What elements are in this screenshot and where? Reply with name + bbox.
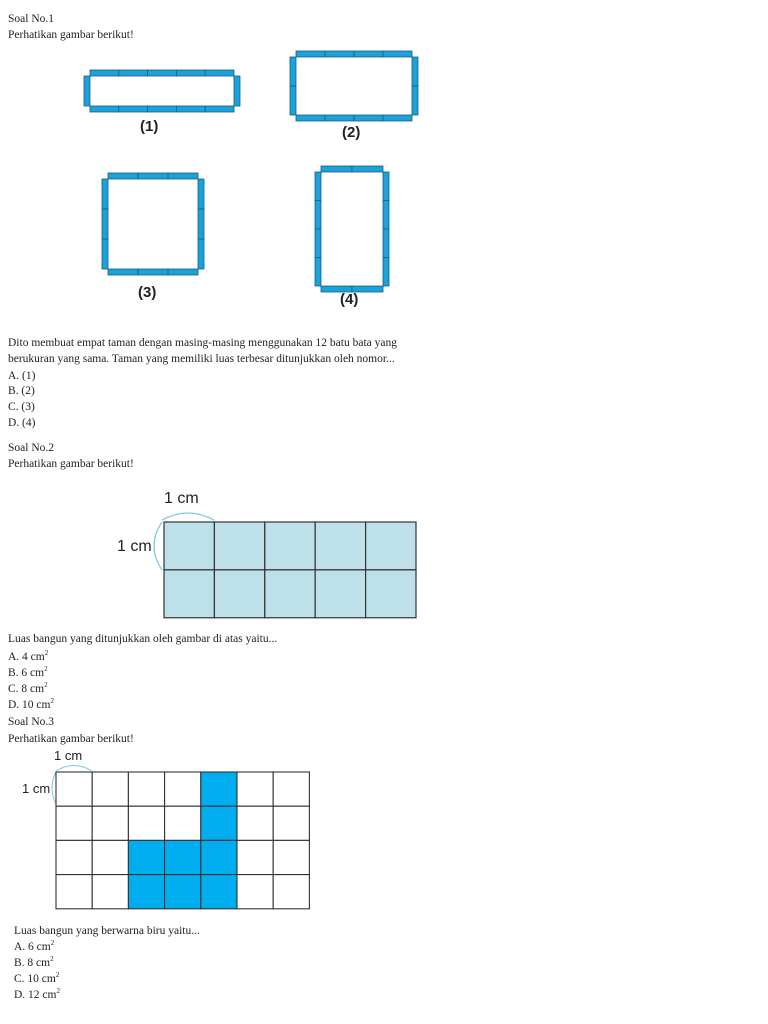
grid-cell	[273, 772, 309, 806]
grid-cell	[237, 772, 273, 806]
q1-question-line1: Dito membuat empat taman dengan masing-masing menggunakan 12 batu bata yang	[8, 337, 397, 349]
q3-title: Soal No.3	[8, 716, 54, 728]
grid-cell	[92, 875, 128, 909]
shaded-cell	[201, 875, 237, 909]
q3-option-b: B. 8 $cm^2$	[14, 955, 54, 969]
q3-option-a: A. 6 $cm^2$	[14, 939, 55, 953]
q1-question-line2: berukuran yang sama. Taman yang memiliki luas terbesar ditunjukkan oleh nomor...	[8, 353, 395, 365]
grid-cell	[273, 840, 309, 874]
shaded-cell	[165, 840, 201, 874]
grid-cell	[56, 840, 92, 874]
figure-label-1: (1)	[140, 118, 159, 135]
figure-label-3: (3)	[138, 284, 157, 301]
grid-cell	[92, 772, 128, 806]
q1-title: Soal No.1	[8, 13, 54, 25]
q2-question: Luas bangun yang ditunjukkan oleh gambar di atas yaitu...	[8, 633, 278, 645]
grid-cell	[273, 875, 309, 909]
grid-cell	[56, 875, 92, 909]
grid-cell	[165, 806, 201, 840]
q1-instruction: Perhatikan gambar berikut!	[8, 29, 134, 41]
q1-option-c: C. (3)	[8, 401, 35, 413]
q2-option-b: B. 6 $cm^2$	[8, 665, 48, 679]
shaded-cell	[165, 875, 201, 909]
q2-instruction: Perhatikan gambar berikut!	[8, 458, 134, 470]
grid-cell	[128, 772, 164, 806]
q2-title: Soal No.2	[8, 442, 54, 454]
q3-grid	[56, 772, 309, 909]
figure-label-2: (2)	[342, 124, 361, 141]
q3-instruction: Perhatikan gambar berikut!	[8, 733, 134, 745]
q2-option-a: A. 4 $cm^2$	[8, 649, 49, 663]
q1-option-a: A. (1)	[8, 370, 36, 382]
grid-cell	[273, 806, 309, 840]
q3-width-label: 1 cm	[54, 748, 83, 763]
q3-question: Luas bangun yang berwarna biru yaitu...	[14, 925, 200, 937]
q1-option-b: B. (2)	[8, 385, 35, 397]
grid-cell	[165, 772, 201, 806]
grid-cell	[56, 806, 92, 840]
q3-option-d: D. 12 $cm^2$	[14, 987, 60, 1001]
shaded-cell	[201, 806, 237, 840]
grid-cell	[56, 772, 92, 806]
grid-cell	[237, 806, 273, 840]
q3-height-label: 1 cm	[22, 781, 51, 796]
grid-cell	[92, 806, 128, 840]
q2-option-c: C. 8 $cm^2$	[8, 681, 48, 695]
shaded-cell	[201, 772, 237, 806]
shaded-cell	[128, 840, 164, 874]
grid-cell	[128, 806, 164, 840]
figure-label-4: (4)	[340, 291, 359, 308]
q2-height-label: 1 cm	[117, 538, 152, 555]
q1-option-d: D. (4)	[8, 417, 36, 429]
q3-option-c: C. 10 $cm^2$	[14, 971, 60, 985]
grid-cell	[237, 840, 273, 874]
grid-cell	[237, 875, 273, 909]
shaded-cell	[201, 840, 237, 874]
shaded-cell	[128, 875, 164, 909]
q2-option-d: D. 10 $cm^2$	[8, 697, 54, 711]
grid-cell	[92, 840, 128, 874]
q2-width-label: 1 cm	[164, 490, 199, 507]
